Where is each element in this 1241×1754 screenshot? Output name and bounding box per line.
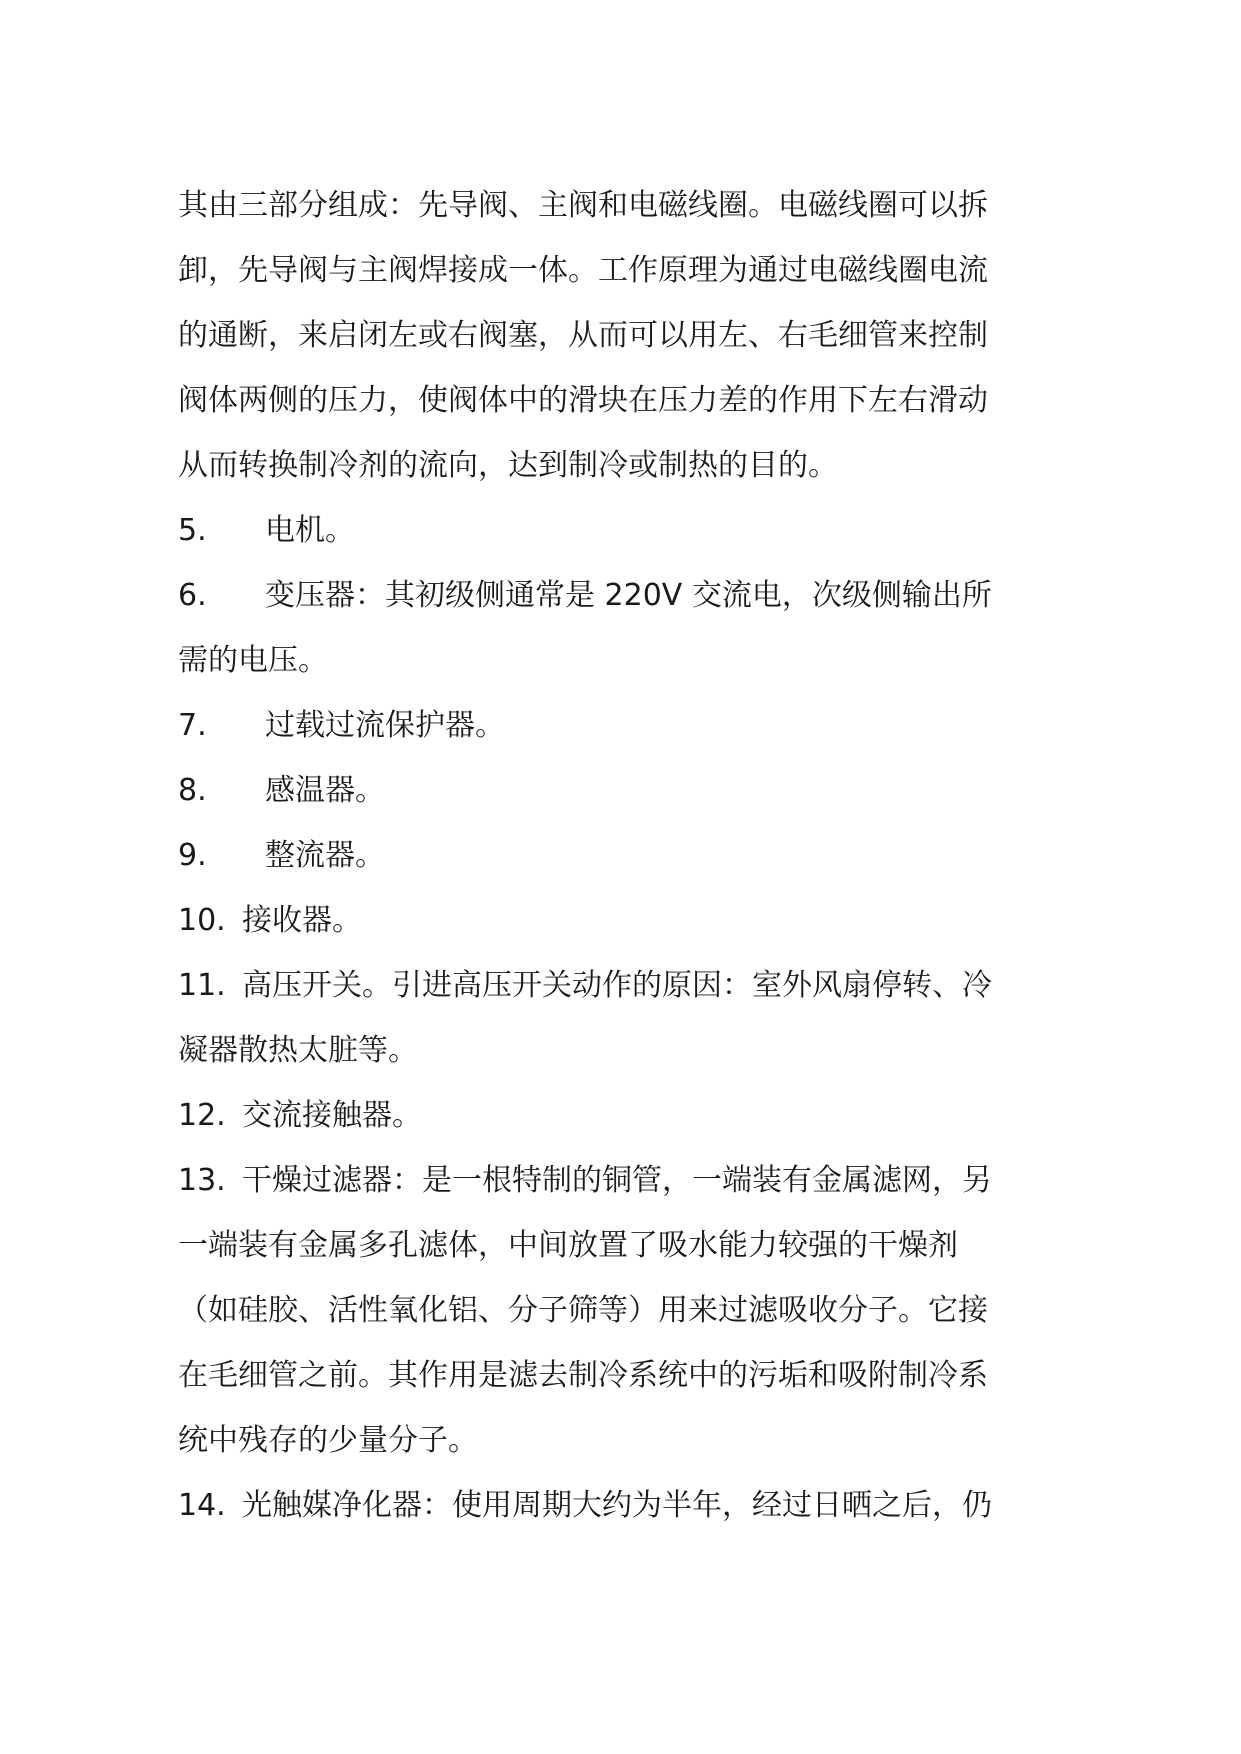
list-text: 接收器。 — [242, 903, 362, 938]
list-item-8 — [178, 771, 1068, 836]
list-text: 交流接触器。 — [242, 1098, 422, 1133]
list-item-13-continuation: （如硅胶、活性氧化铝、分子筛等）用来过滤吸收分子。它接 — [178, 1293, 988, 1328]
list-number: 13. — [178, 1163, 226, 1198]
list-item-11-continuation: 凝器散热太脏等。 — [178, 1033, 418, 1068]
list-item-5 — [178, 511, 1068, 576]
list-number: 11. — [178, 968, 226, 1003]
list-text: 过载过流保护器。 — [265, 708, 505, 743]
list-item-14 — [178, 1486, 1068, 1551]
list-item-11 — [178, 966, 1068, 1031]
document-body — [178, 186, 1068, 1551]
paragraph-line: 卸，先导阀与主阀焊接成一体。工作原理为通过电磁线圈电流 — [178, 253, 988, 288]
list-item-13-continuation: 在毛细管之前。其作用是滤去制冷系统中的污垢和吸附制冷系 — [178, 1358, 988, 1393]
list-text: 光触媒净化器：使用周期大约为半年，经过日晒之后，仍 — [242, 1488, 992, 1523]
list-item-7 — [178, 706, 1068, 771]
list-item-6 — [178, 576, 1068, 641]
paragraph-line: 的通断，来启闭左或右阀塞，从而可以用左、右毛细管来控制 — [178, 318, 988, 353]
list-text: 高压开关。引进高压开关动作的原因：室外风扇停转、冷 — [242, 968, 992, 1003]
list-number: 8. — [178, 773, 207, 808]
paragraph-line: 从而转换制冷剂的流向，达到制冷或制热的目的。 — [178, 448, 838, 483]
list-item-13-continuation: 一端装有金属多孔滤体，中间放置了吸水能力较强的干燥剂 — [178, 1228, 958, 1263]
list-item-12 — [178, 1096, 1068, 1161]
paragraph-line: 阀体两侧的压力，使阀体中的滑块在压力差的作用下左右滑动 — [178, 383, 988, 418]
list-item-6-continuation: 需的电压。 — [178, 643, 328, 678]
list-number: 7. — [178, 708, 207, 743]
list-number: 10. — [178, 903, 226, 938]
list-text: 电机。 — [265, 513, 355, 548]
list-number: 6. — [178, 578, 207, 613]
list-item-9 — [178, 836, 1068, 901]
list-text: 整流器。 — [265, 838, 385, 873]
list-number: 9. — [178, 838, 207, 873]
paragraph-line: 其由三部分组成：先导阀、主阀和电磁线圈。电磁线圈可以拆 — [178, 188, 988, 223]
list-item-13 — [178, 1161, 1068, 1226]
list-text: 干燥过滤器：是一根特制的铜管，一端装有金属滤网，另 — [242, 1163, 992, 1198]
list-item-10 — [178, 901, 1068, 966]
list-text: 感温器。 — [265, 773, 385, 808]
list-text: 变压器：其初级侧通常是 220V 交流电，次级侧输出所 — [265, 578, 992, 613]
list-number: 14. — [178, 1488, 226, 1523]
list-number: 12. — [178, 1098, 226, 1133]
list-item-13-continuation: 统中残存的少量分子。 — [178, 1423, 478, 1458]
list-number: 5. — [178, 513, 207, 548]
